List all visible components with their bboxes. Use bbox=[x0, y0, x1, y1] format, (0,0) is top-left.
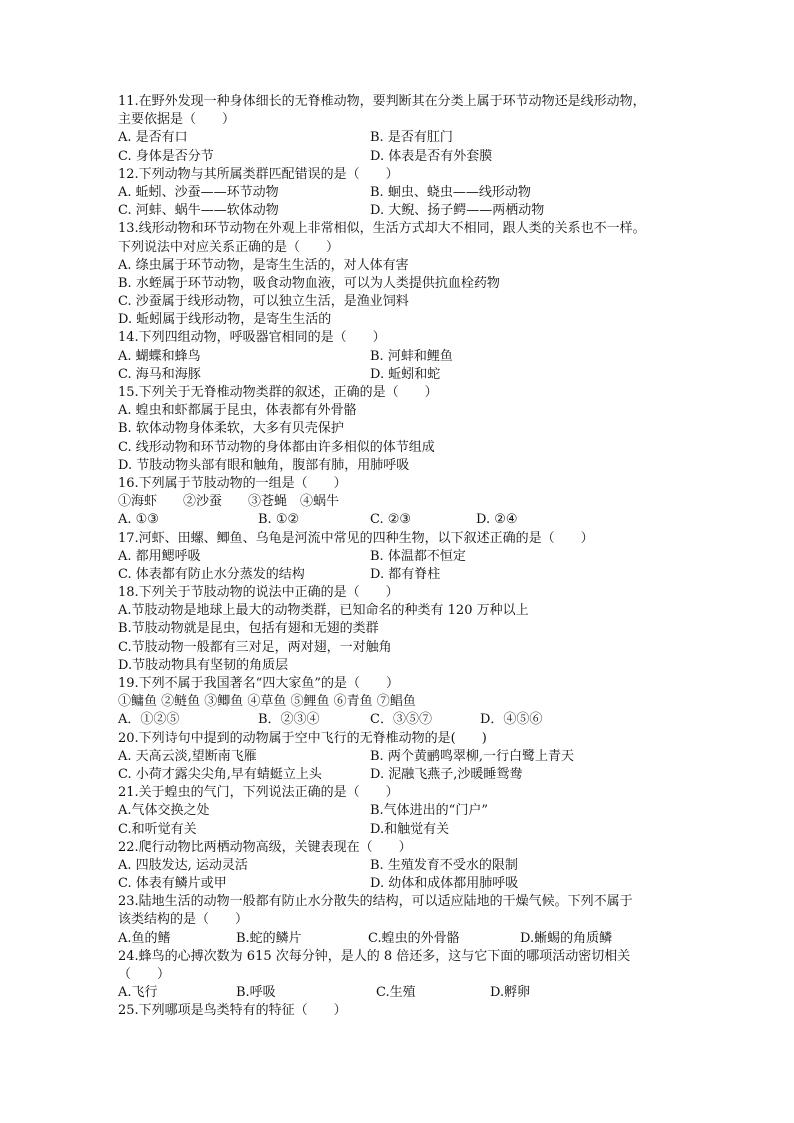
question-stem: 该类结构的是（ ） bbox=[118, 912, 249, 928]
option: A. 蝴蝶和蜂鸟 bbox=[118, 348, 201, 364]
option: B.蛇的鳞片 bbox=[236, 930, 302, 946]
question-stem: 主要依据是（ ） bbox=[118, 112, 236, 128]
option: D．④⑤⑥ bbox=[480, 712, 543, 728]
option-row bbox=[118, 857, 688, 875]
question-stem: 11.在野外发现一种身体细长的无脊椎动物，要判断其在分类上属于环节动物还是线形动物， bbox=[118, 94, 646, 109]
option: D. 幼体和成体都用肺呼吸 bbox=[370, 876, 519, 892]
option: B. 蛔虫、蛲虫——线形动物 bbox=[370, 184, 531, 200]
option: B. 生殖发育不受水的限制 bbox=[370, 857, 518, 873]
option: B.节肢动物就是昆虫，包括有翅和无翅的类群 bbox=[118, 621, 379, 637]
option: C. 沙蚕属于线形动物，可以独立生活，是渔业饲料 bbox=[118, 294, 409, 310]
option-row bbox=[118, 548, 688, 566]
option: D. ②④ bbox=[476, 512, 518, 528]
option-row bbox=[118, 348, 688, 366]
option: D.节肢动物具有坚韧的角质层 bbox=[118, 657, 289, 673]
option: A. ①③ bbox=[118, 512, 159, 528]
option: A.气体交换之处 bbox=[118, 803, 210, 819]
option: B.呼吸 bbox=[236, 985, 276, 1001]
question-stem: 18.下列关于节肢动物的说法中正确的是（ ） bbox=[118, 585, 399, 601]
option: C.生殖 bbox=[376, 985, 416, 1001]
option-row bbox=[118, 984, 688, 1002]
option-row bbox=[118, 821, 688, 839]
option: C. 河蚌、蜗牛——软体动物 bbox=[118, 203, 279, 219]
option: D. 大鲵、扬子鳄——两栖动物 bbox=[370, 203, 545, 219]
option: B. 河蚌和鲤鱼 bbox=[370, 348, 453, 364]
option: A. 是否有口 bbox=[118, 130, 188, 146]
option: C. 体表都有防止水分蒸发的结构 bbox=[118, 566, 305, 582]
question-block bbox=[118, 329, 688, 384]
option: B. 软体动物身体柔软，大多有贝壳保护 bbox=[118, 421, 344, 437]
question-stem: 20.下列诗句中提到的动物属于空中飞行的无脊椎动物的是( ) bbox=[118, 730, 487, 746]
option: B. 是否有肛门 bbox=[370, 130, 453, 146]
option: A．①②⑤ bbox=[118, 712, 180, 728]
option: C.节肢动物一般都有三对足，两对翅，一对触角 bbox=[118, 639, 392, 655]
option: A.飞行 bbox=[118, 985, 158, 1001]
option-row bbox=[118, 875, 688, 893]
option-row bbox=[118, 184, 688, 202]
option: C.和听觉有关 bbox=[118, 821, 197, 837]
option: C. 体表有鳞片或甲 bbox=[118, 876, 227, 892]
option: B．②③④ bbox=[258, 712, 320, 728]
question-stem: 14.下列四组动物，呼吸器官相同的是（ ） bbox=[118, 330, 386, 346]
question-block bbox=[118, 530, 688, 585]
option: B.气体进出的“门户” bbox=[370, 803, 488, 819]
option-row bbox=[118, 566, 688, 584]
question-stem: 下列说法中对应关系正确的是（ ） bbox=[118, 239, 340, 255]
option-row bbox=[118, 930, 688, 948]
option-row bbox=[118, 366, 688, 384]
question-block bbox=[118, 948, 688, 1003]
option: C. 线形动物和环节动物的身体都由许多相似的体节组成 bbox=[118, 439, 435, 455]
option: C. 海马和海豚 bbox=[118, 366, 201, 382]
option: D. 泥融飞燕子,沙暖睡鸳鸯 bbox=[370, 766, 523, 782]
question-block bbox=[118, 584, 688, 675]
question-stem: 25.下列哪项是鸟类特有的特征（ ） bbox=[118, 1003, 347, 1019]
option: C. ②③ bbox=[370, 512, 412, 528]
question-stem: 16.下列属于节肢动物的一组是（ ） bbox=[118, 475, 347, 491]
question-stem: 22.爬行动物比两栖动物高级，关键表现在（ ） bbox=[118, 839, 412, 855]
option: B. 体温都不恒定 bbox=[370, 548, 466, 564]
question-block bbox=[118, 893, 688, 948]
option: C．③⑤⑦ bbox=[370, 712, 432, 728]
question-block bbox=[118, 730, 688, 785]
question-page bbox=[118, 93, 688, 1021]
option-row bbox=[118, 802, 688, 820]
option: D. 体表是否有外套膜 bbox=[370, 148, 493, 164]
question-stem: 19.下列不属于我国著名“四大家鱼”的是（ ） bbox=[118, 676, 399, 691]
option: A. 蝗虫和虾都属于昆虫，体表都有外骨骼 bbox=[118, 403, 357, 419]
option: D. 蚯蚓属于线形动物，是寄生生活的 bbox=[118, 312, 332, 328]
option: C.蝗虫的外骨骼 bbox=[368, 930, 460, 946]
option: A. 绦虫属于环节动物，是寄生生活的，对人体有害 bbox=[118, 257, 409, 273]
option-row bbox=[118, 129, 688, 147]
option-row bbox=[118, 711, 688, 729]
question-block bbox=[118, 475, 688, 530]
option: A.节肢动物是地球上最大的动物类群，已知命名的种类有 120 万种以上 bbox=[118, 603, 529, 619]
option: A. 都用鳃呼吸 bbox=[118, 548, 201, 564]
option: A. 四肢发达, 运动灵活 bbox=[118, 857, 248, 873]
option: D.孵卵 bbox=[490, 985, 531, 1001]
option: D. 节肢动物头部有眼和触角，腹部有肺，用肺呼吸 bbox=[118, 457, 410, 473]
question-stem: 17.河虾、田螺、鲫鱼、乌龟是河流中常见的四种生物，以下叙述正确的是（ ） bbox=[118, 530, 594, 546]
option-row bbox=[118, 748, 688, 766]
question-block bbox=[118, 93, 688, 166]
question-stem: 24.蜂鸟的心搏次数为 615 次每分钟，是人的 8 倍还多，这与它下面的哪项活动密切相关 bbox=[118, 948, 631, 964]
question-stem: 23.陆地生活的动物一般都有防止水分散失的结构，可以适应陆地的干燥气候。下列不属于 bbox=[118, 894, 633, 910]
question-block bbox=[118, 220, 688, 329]
question-block bbox=[118, 784, 688, 839]
option: A.鱼的鳍 bbox=[118, 930, 171, 946]
question-stem: 12.下列动物与其所属类群匹配错误的是（ ） bbox=[118, 166, 399, 182]
question-stem: 13.线形动物和环节动物在外观上非常相似，生活方式却大不相同，跟人类的关系也不一样。 bbox=[118, 221, 646, 237]
option: A. 蚯蚓、沙蚕——环节动物 bbox=[118, 184, 279, 200]
question-stem: （ ） bbox=[118, 967, 171, 982]
option-row bbox=[118, 766, 688, 784]
option: B. 两个黄鹂鸣翠柳,一行白鹭上青天 bbox=[370, 748, 574, 764]
question-stem: ①鳙鱼 ②鲢鱼 ③鲫鱼 ④草鱼 ⑤鲤鱼 ⑥青鱼 ⑦鲳鱼 bbox=[118, 694, 416, 710]
option: B. ①② bbox=[258, 512, 300, 528]
option: D.和触觉有关 bbox=[370, 821, 450, 837]
option-row bbox=[118, 202, 688, 220]
question-block bbox=[118, 1002, 688, 1020]
option-row bbox=[118, 148, 688, 166]
option: A. 天高云淡,望断南飞雁 bbox=[118, 748, 257, 764]
option: C. 身体是否分节 bbox=[118, 148, 214, 164]
question-stem: 15.下列关于无脊椎动物类群的叙述，正确的是（ ） bbox=[118, 385, 438, 400]
question-block bbox=[118, 675, 688, 730]
option: D. 蚯蚓和蛇 bbox=[370, 366, 441, 382]
question-block bbox=[118, 384, 688, 475]
option: C. 小荷才露尖尖角,早有蜻蜓立上头 bbox=[118, 766, 322, 782]
question-block bbox=[118, 839, 688, 894]
option: B. 水蛭属于环节动物，吸食动物血液，可以为人类提供抗血栓药物 bbox=[118, 275, 500, 291]
question-stem: ①海虾 ②沙蚕 ③苍蝇 ④蜗牛 bbox=[118, 494, 340, 510]
option: D. 都有脊柱 bbox=[370, 566, 441, 582]
question-block bbox=[118, 166, 688, 221]
option-row bbox=[118, 511, 688, 529]
question-stem: 21.关于蝗虫的气门，下列说法正确的是（ ） bbox=[118, 785, 399, 801]
option: D.蜥蜴的角质鳞 bbox=[520, 930, 613, 946]
